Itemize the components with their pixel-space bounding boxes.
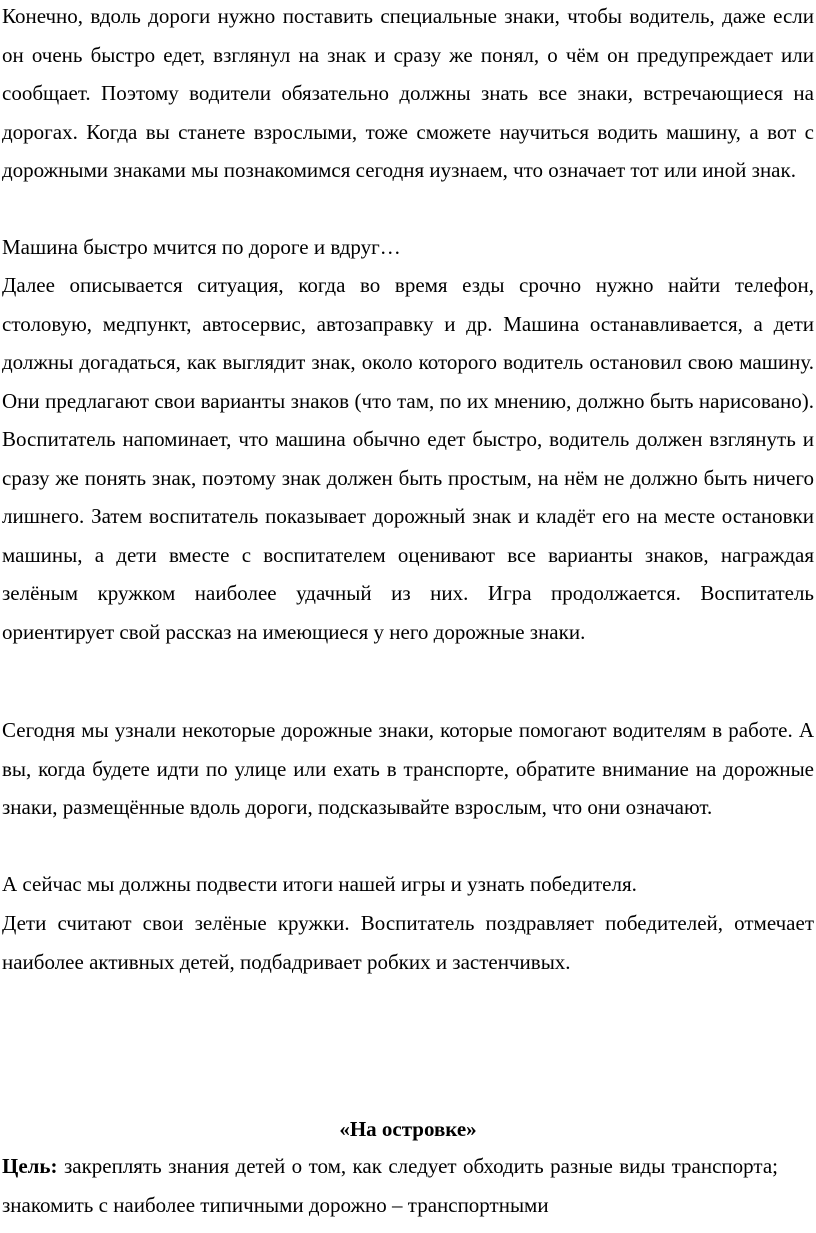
goal-text: закреплять знания детей о том, как следует обходить разные виды транспорта; знакомить с наиболее типичными дорожно – транспортными [2, 1154, 778, 1217]
paragraph-summary: Сегодня мы узнали некоторые дорожные знаки, которые помогают водителям в работе. А вы, когда будете идти по улице или ехать в транспорте, обратите внимание на дорожные знаки, размещённые вдоль дороги, подсказывайте взрослым, что они означают. [2, 718, 814, 819]
paragraph-car-rushing: Машина быстро мчится по дороге и вдруг… [2, 235, 401, 259]
goal-label: Цель: [2, 1154, 58, 1178]
section-title: «На островке» [339, 1117, 477, 1141]
paragraph-green-circles: Дети считают свои зелёные кружки. Воспитатель поздравляет победителей, отмечает наиболее активных детей, подбадривает робких и застенчивых. [2, 911, 814, 974]
paragraph-results: А сейчас мы должны подвести итоги нашей игры и узнать победителя. [2, 872, 637, 896]
paragraph-game-description: Далее описывается ситуация, когда во время езды срочно нужно найти телефон, столовую, медпункт, автосервис, автозаправку и др. Машина останавливается, а дети должны догадаться, как выглядит знак, около которого водитель остановил свою машину. Они предлагают свои варианты знаков (что там, по их мнению, должно быть нарисовано). Воспитатель напоминает, что машина обычно едет быстро, водитель должен взглянуть и сразу же понять знак, поэтому знак должен быть простым, на нём не должно быть ничего лишнего. Затем воспитатель показывает дорожный знак и кладёт его на месте остановки машины, а дети вместе с воспитателем оценивают все варианты знаков, награждая зелёным кружком наиболее удачный из них. Игра продолжается. Воспитатель ориентирует свой рассказ на имеющиеся у него дорожные знаки. [2, 273, 814, 644]
goal-paragraph [2, 1147, 778, 1224]
paragraph-road-signs-intro: Конечно, вдоль дороги нужно поставить специальные знаки, чтобы водитель, даже если он очень быстро едет, взглянул на знак и сразу же понял, о чём он предупреждает или сообщает. Поэтому водители обязательно должны знать все знаки, встречающиеся на дорогах. Когда вы станете взрослыми, тоже сможете научиться водить машину, а вот с дорожными знаками мы познакомимся сегодня иузнаем, что означает тот или иной знак. [2, 4, 814, 182]
